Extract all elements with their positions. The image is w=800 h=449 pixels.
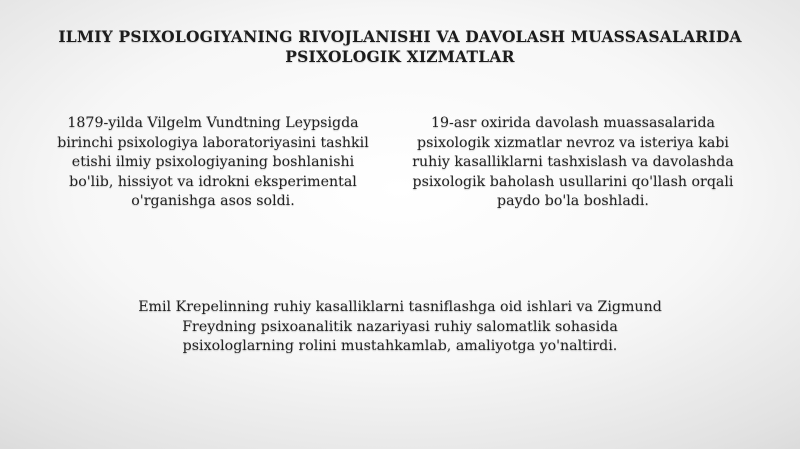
- paragraph-kraepelin-freud: Emil Krepelinning ruhiy kasalliklarni tasniflashga oid ishlari va Zigmund Freydning psixoanalitik nazariyasi ruhiy salomatlik sohasida psixologlarning rolini mustahkamlab, amaliyotga yo'naltirdi.: [138, 299, 662, 354]
- slide-title: ILMIY PSIXOLOGIYANING RIVOJLANISHI VA DAVOLASH MUASSASALARIDA PSIXOLOGIK XIZMATLAR: [58, 27, 742, 66]
- paragraph-wundt-laboratory: 1879-yilda Vilgelm Vundtning Leypsigda birinchi psixologiya laboratoriyasini tashkil etishi ilmiy psixologiyaning boshlanishi bo'lib, hissiyot va idrokni eksperimental o'rganishga asos soldi.: [57, 115, 369, 209]
- paragraph-psychological-services: 19-asr oxirida davolash muassasalarida psixologik xizmatlar nevroz va isteriya kabi ruhiy kasalliklarni tashxislash va davolashda psixologik baholash usullarini qo'llash orqali paydo bo'la boshladi.: [412, 115, 734, 209]
